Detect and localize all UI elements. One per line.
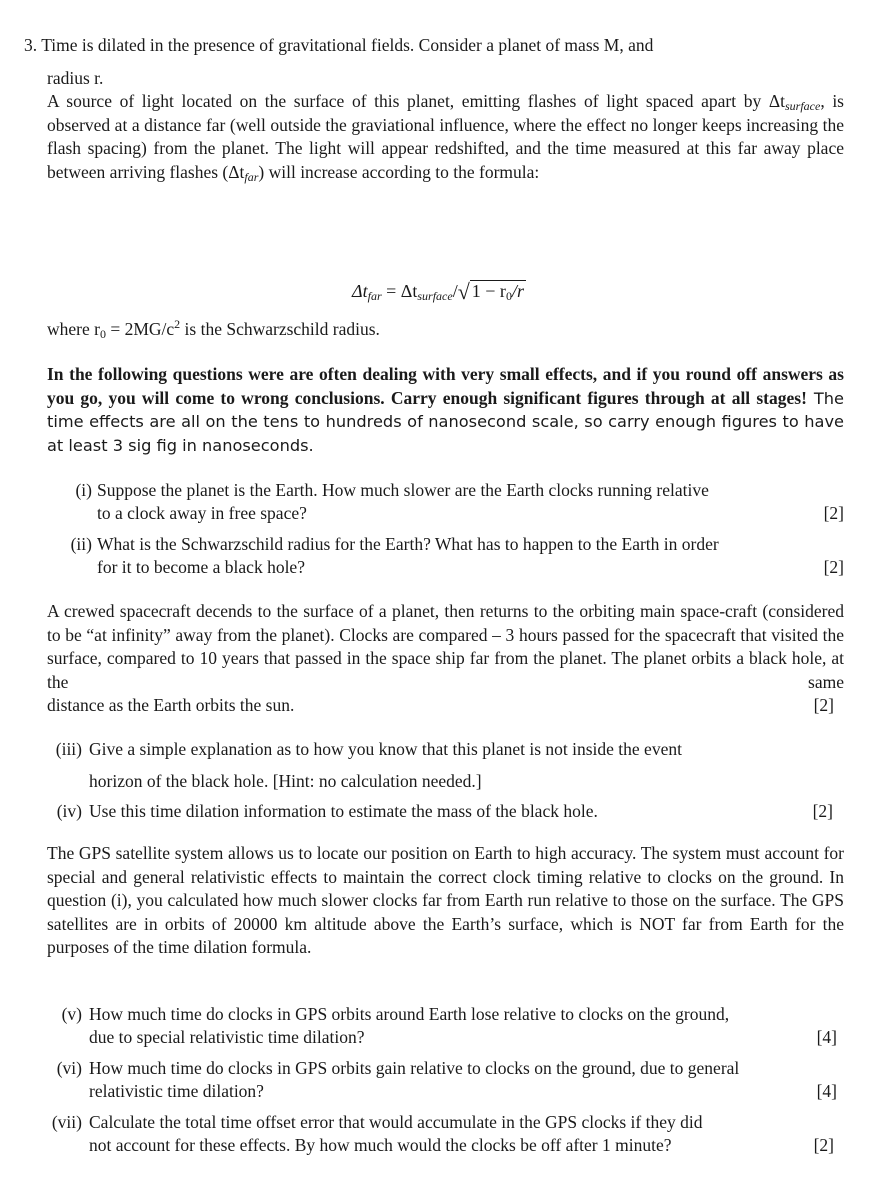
part-text-line1: How much time do clocks in GPS orbits gain relative to clocks on the ground, due to general: [89, 1058, 740, 1078]
para1-sub-far: far: [244, 169, 259, 184]
part-line1-row: [89, 800, 833, 824]
formula-rad-sub: 0: [505, 289, 512, 303]
part-text-line2: horizon of the black hole. [Hint: no calculation needed.]: [89, 771, 482, 791]
where-sup: 2: [174, 317, 181, 331]
part-text-line1: Calculate the total time offset error that would accumulate in the GPS clocks if they did: [89, 1112, 703, 1132]
formula-equals: = Δt: [381, 281, 418, 301]
question-number: 3.: [24, 35, 38, 55]
list-item-part-i: [0, 479, 878, 529]
part-label: (ii): [70, 534, 92, 554]
marks-badge: [2]: [823, 503, 844, 523]
marks-badge: [2]: [812, 801, 833, 821]
marks-badge: [2]: [813, 695, 834, 715]
source-paragraph: [47, 90, 844, 184]
where-text-a: where r: [47, 319, 100, 339]
para1-text-a: A source of light located on the surface of this planet, emitting flashes of light spaced apart by Δt: [47, 91, 785, 111]
spacecraft-paragraph: [47, 600, 844, 718]
part-line2-row: [97, 556, 844, 580]
schwarzschild-definition: [47, 318, 380, 342]
list-item-part-iv: [0, 800, 878, 826]
warning-sans-text: The time effects are all on the tens to hundreds of nanosecond scale, so carry enough figures to have at least 3 sig fig in nanoseconds.: [47, 388, 844, 455]
para1-text-b: , is observed at a distance far (well outside the graviational influence, where the effect no longer keeps increasing the flash spacing) from the planet. The light will appear redshifted, and the time measured at this far away place between arriving flashes (Δt: [47, 91, 844, 182]
marks-badge: [2]: [823, 557, 844, 577]
part-text-line1: Suppose the planet is the Earth. How much slower are the Earth clocks running relative: [97, 480, 709, 500]
formula-lhs-sub: far: [367, 289, 382, 303]
list-item-part-vi: [0, 1057, 878, 1107]
sig-fig-warning: [47, 363, 844, 457]
part-line2-row: [89, 1134, 834, 1158]
where-text-b: = 2MG/c: [105, 319, 175, 339]
question-intro-line1: Time is dilated in the presence of gravitational fields. Consider a planet of mass M, and: [41, 35, 654, 55]
part-text-line2: due to special relativistic time dilation?: [89, 1027, 365, 1047]
list-item-part-v: [0, 1003, 878, 1053]
part-label: (iv): [56, 801, 82, 821]
part-text-line1: How much time do clocks in GPS orbits around Earth lose relative to clocks on the ground,: [89, 1004, 730, 1024]
para1-text-c: ) will increase according to the formula:: [258, 161, 540, 182]
list-item-part-ii: [0, 533, 878, 583]
where-text-c: is the Schwarzschild radius.: [180, 319, 380, 339]
part-text-line1: What is the Schwarzschild radius for the Earth? What has to happen to the Earth in order: [97, 534, 719, 554]
para1-sub-surface: surface: [784, 99, 821, 113]
part-text-line1: Use this time dilation information to estimate the mass of the black hole.: [89, 801, 598, 821]
time-dilation-formula: [0, 278, 878, 304]
list-item-part-vii: [0, 1111, 878, 1161]
marks-badge: [4]: [816, 1081, 837, 1101]
part-label: (i): [75, 480, 92, 500]
part-line2-row: [97, 502, 844, 526]
spacecraft-text: A crewed spacecraft decends to the surface of a planet, then returns to the orbiting main space-craft (considered to be “at infinity” away from the planet). Clocks are compared – 3 hours passed for the spacecraft that visited the surface, compared to 10 years that passed in the space ship far from the planet. The planet orbits a black hole, at the same: [47, 601, 844, 692]
part-label: (iii): [55, 739, 82, 759]
spacecraft-last-line: distance as the Earth orbits the sun.: [47, 695, 295, 715]
formula-rhs-sub: surface: [417, 289, 453, 303]
gps-paragraph: The GPS satellite system allows us to locate our position on Earth to high accuracy. The system must account for special and general relativistic effects to maintain the correct clock timing relative to clocks on the ground. In question (i), you calculated how much slower clocks far from Earth run relative to those on the surface. The GPS satellites are in orbits of 20000 km altitude above the Earth’s surface, which is NOT far from Earth for the purposes of the time dilation formula.: [47, 843, 844, 957]
marks-badge: [2]: [813, 1135, 834, 1155]
warning-bold-text: In the following questions were are often dealing with very small effects, and if you round off answers as you go, you will come to wrong conclusions. Carry enough significant figures through at all stages!: [47, 364, 844, 408]
part-text-line2: for it to become a black hole?: [97, 557, 305, 577]
part-text-line1: Give a simple explanation as to how you know that this planet is not inside the event: [89, 739, 682, 759]
part-label: (v): [61, 1004, 82, 1024]
part-line2-row: [89, 1080, 837, 1104]
question-intro: [24, 34, 854, 58]
spacecraft-last-row: [47, 694, 834, 718]
part-text-line2: to a clock away in free space?: [97, 503, 307, 523]
formula-rad-text: 1 − r: [471, 281, 506, 301]
formula-divide: /: [452, 281, 458, 301]
formula-rad-end: /r: [511, 281, 524, 301]
part-text-line2: relativistic time dilation?: [89, 1081, 264, 1101]
part-text-line2: not account for these effects. By how much would the clocks be off after 1 minute?: [89, 1135, 672, 1155]
part-label: (vi): [56, 1058, 82, 1078]
question-intro-line2: radius r.: [47, 68, 104, 88]
list-item-part-iii: [0, 738, 878, 798]
part-label: (vii): [51, 1112, 82, 1132]
sqrt-icon: √: [457, 279, 470, 304]
marks-badge: [4]: [816, 1027, 837, 1047]
formula-lhs: Δt: [352, 281, 368, 301]
part-line2-row: [89, 1026, 837, 1050]
where-sub: 0: [99, 327, 106, 341]
formula-radicand: [470, 280, 526, 301]
